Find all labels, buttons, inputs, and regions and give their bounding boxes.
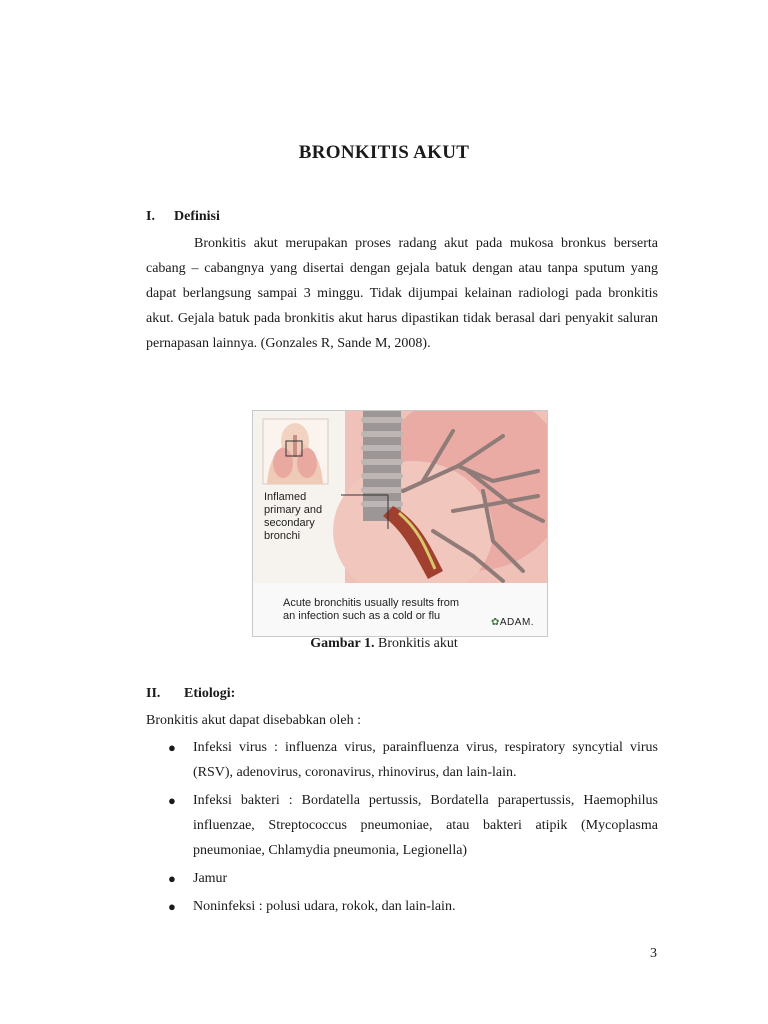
- page-title: BRONKITIS AKUT: [298, 142, 470, 163]
- definition-paragraph: Bronkitis akut merupakan proses radang akut pada mukosa bronkus berserta cabang – cabangnya yang disertai dengan gejala batuk dengan atau tanpa sputum yang dapat berlangsung sampai 3 minggu. Tidak dijumpai kelainan radiologi pada bronkitis akut. Gejala batuk pada bronkitis akut harus dipastikan tidak berasal dari penyakit saluran pernapasan lainnya. (Gonzales R, Sande M, 2008).: [146, 236, 658, 351]
- section-number: II.: [146, 686, 161, 701]
- lung-section-icon: [333, 411, 547, 601]
- adam-logo: ✿ADAM.: [491, 617, 535, 628]
- page-number: 3: [650, 946, 657, 961]
- figure-caption: Gambar 1. Bronkitis akut: [310, 636, 458, 651]
- etiology-intro: Bronkitis akut dapat disebabkan oleh :: [146, 713, 362, 728]
- bullet-icon: ●: [168, 871, 176, 886]
- etiology-list: [168, 735, 658, 922]
- section-title: Definisi: [174, 209, 220, 224]
- list-item: ● Infeksi virus : influenza virus, parainfluenza virus, respiratory syncytial virus (RSV), adenovirus, coronavirus, rhinovirus, dan lain-lain.: [168, 735, 658, 785]
- section-title: Etiologi:: [184, 686, 236, 701]
- bullet-icon: ●: [168, 793, 176, 808]
- thorax-inset-icon: [263, 419, 328, 484]
- bullet-icon: ●: [168, 740, 176, 755]
- bullet-icon: ●: [168, 899, 176, 914]
- list-item: ● Infeksi bakteri : Bordatella pertussis, Bordatella parapertussis, Haemophilus influenzae, Streptococcus pneumoniae, atau bakteri atipik (Mycoplasma pneumoniae, Chlamydia pneumonia, Legionella): [168, 788, 658, 863]
- figure-label-inflamed: Inflamed primary and secondary bronchi: [264, 491, 323, 542]
- leaf-icon: ✿: [491, 617, 500, 628]
- list-item: ● Noninfeksi : polusi udara, rokok, dan lain-lain.: [168, 894, 658, 919]
- section-number: I.: [146, 209, 155, 224]
- list-item: ● Jamur: [168, 866, 658, 891]
- figure-note: Acute bronchitis usually results from an infection such as a cold or flu: [283, 597, 460, 622]
- bronchitis-illustration: [252, 410, 548, 637]
